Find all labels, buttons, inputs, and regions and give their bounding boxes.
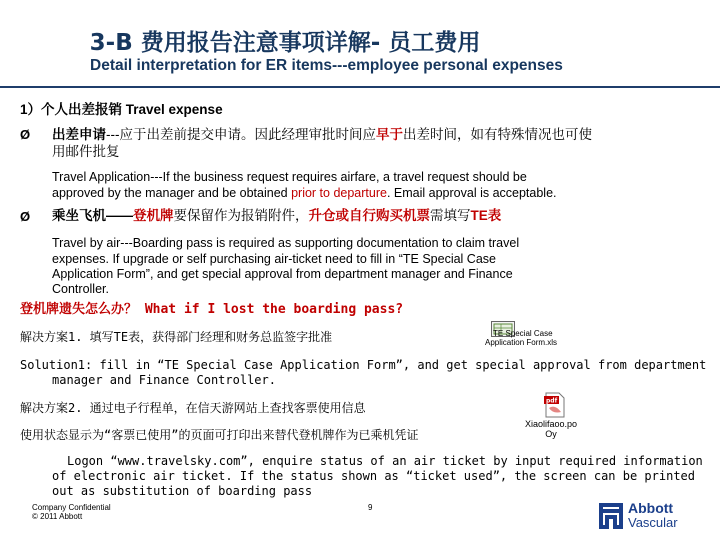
lost-question: 登机牌遗失怎么办？ What if I lost the boarding pass?	[20, 302, 404, 317]
item1-cn-line2: 用邮件批复	[52, 144, 120, 159]
solution2-cn: 解决方案2. 通过电子行程单，在信天游网站上查找客票使用信息	[20, 401, 366, 415]
pdf-caption	[511, 419, 591, 439]
item1-en-line2-b: . Email approval is acceptable.	[386, 186, 557, 200]
solution1-en-line2: manager and Finance Controller.	[52, 373, 276, 387]
bullet-2-icon: Ø	[20, 209, 31, 224]
logon-line1: Logon “www.travelsky.com”, enquire status of an air ticket by input required information	[67, 454, 703, 468]
item1-en-line2-a: approved by the manager and be obtained	[52, 186, 292, 200]
item2-en-line1: Travel by air---Boarding pass is required as supporting documentation to claim travel	[52, 236, 520, 250]
item1-bold: 出差申请	[52, 127, 106, 142]
item2-text2: 需填写	[430, 208, 471, 223]
item2-cn-line	[52, 208, 712, 224]
te-form-caption-line2: Application Form.xls	[485, 338, 558, 347]
bullet-1-icon: Ø	[20, 127, 31, 142]
item1-cn-red: 早于	[376, 127, 403, 142]
pdf-file-icon	[543, 392, 567, 418]
footer-confidential: Company Confidential	[32, 503, 111, 512]
te-form-attachment[interactable]	[483, 321, 593, 353]
item1-cn-line1	[52, 127, 712, 143]
solution2-cn2: 使用状态显示为“客票已使用”的页面可打印出来替代登机牌作为已乘机凭证	[20, 428, 419, 442]
item2-red1: 登机牌	[133, 208, 174, 223]
header-divider	[0, 86, 720, 88]
section-heading: 1）个人出差报销 Travel expense	[20, 102, 223, 117]
logon-line2: of electronic air ticket. If the status shown as “ticket used”, the screen can be printed	[52, 469, 695, 483]
item2-en-line2: expenses. If upgrade or self purchasing air-ticket need to fill in “TE Special Case	[52, 252, 496, 266]
item1-en-line1: Travel Application---If the business request requires airfare, a travel request should be	[52, 170, 527, 184]
pdf-caption-line2: Oy	[545, 429, 557, 439]
item2-red3: TE表	[470, 208, 502, 223]
logon-line3: out as substitution of boarding pass	[52, 484, 313, 498]
solution1-en-line1: Solution1: fill in “TE Special Case Application Form”, and get special approval from department	[20, 358, 707, 372]
item1-en-line2-red: prior to departure	[291, 186, 387, 200]
item1-cn-text: ---应于出差前提交申请。因此经理审批时间应	[106, 127, 376, 142]
abbott-logo-icon	[598, 501, 624, 531]
page-number: 9	[368, 503, 373, 512]
travelsky-pdf-attachment[interactable]	[505, 392, 585, 442]
item1-cn-after: 出差时间，如有特殊情况也可使	[403, 127, 592, 142]
te-form-caption-line1: TE Special Case	[493, 329, 553, 338]
abbott-vascular-logo	[598, 498, 718, 534]
logo-abbott-text: Abbott	[628, 500, 674, 516]
logo-vascular-text: Vascular	[628, 515, 678, 530]
solution1-cn: 解决方案1. 填写TE表，获得部门经理和财务总监签字批准	[20, 330, 333, 344]
pdf-caption-line1: Xiaolifaoo.po	[524, 419, 578, 429]
te-form-caption	[485, 329, 595, 347]
item2-red2: 升仓或自行购买机票	[308, 208, 430, 223]
page-title: 3-B 费用报告注意事项详解- 员工费用	[89, 30, 481, 56]
pdf-label: pdf	[546, 397, 558, 405]
item2-en-line4: Controller.	[52, 282, 109, 296]
footer-copyright: © 2011 Abbott	[32, 512, 83, 521]
item2-en-line3: Application Form”, and get special approval from department manager and Finance	[52, 267, 513, 281]
item2-text1: 要保留作为报销附件，	[173, 208, 309, 223]
item2-bold: 乘坐飞机——	[52, 208, 133, 223]
page-subtitle: Detail interpretation for ER items---employee personal expenses	[90, 57, 563, 74]
item1-en-line2	[52, 185, 712, 201]
